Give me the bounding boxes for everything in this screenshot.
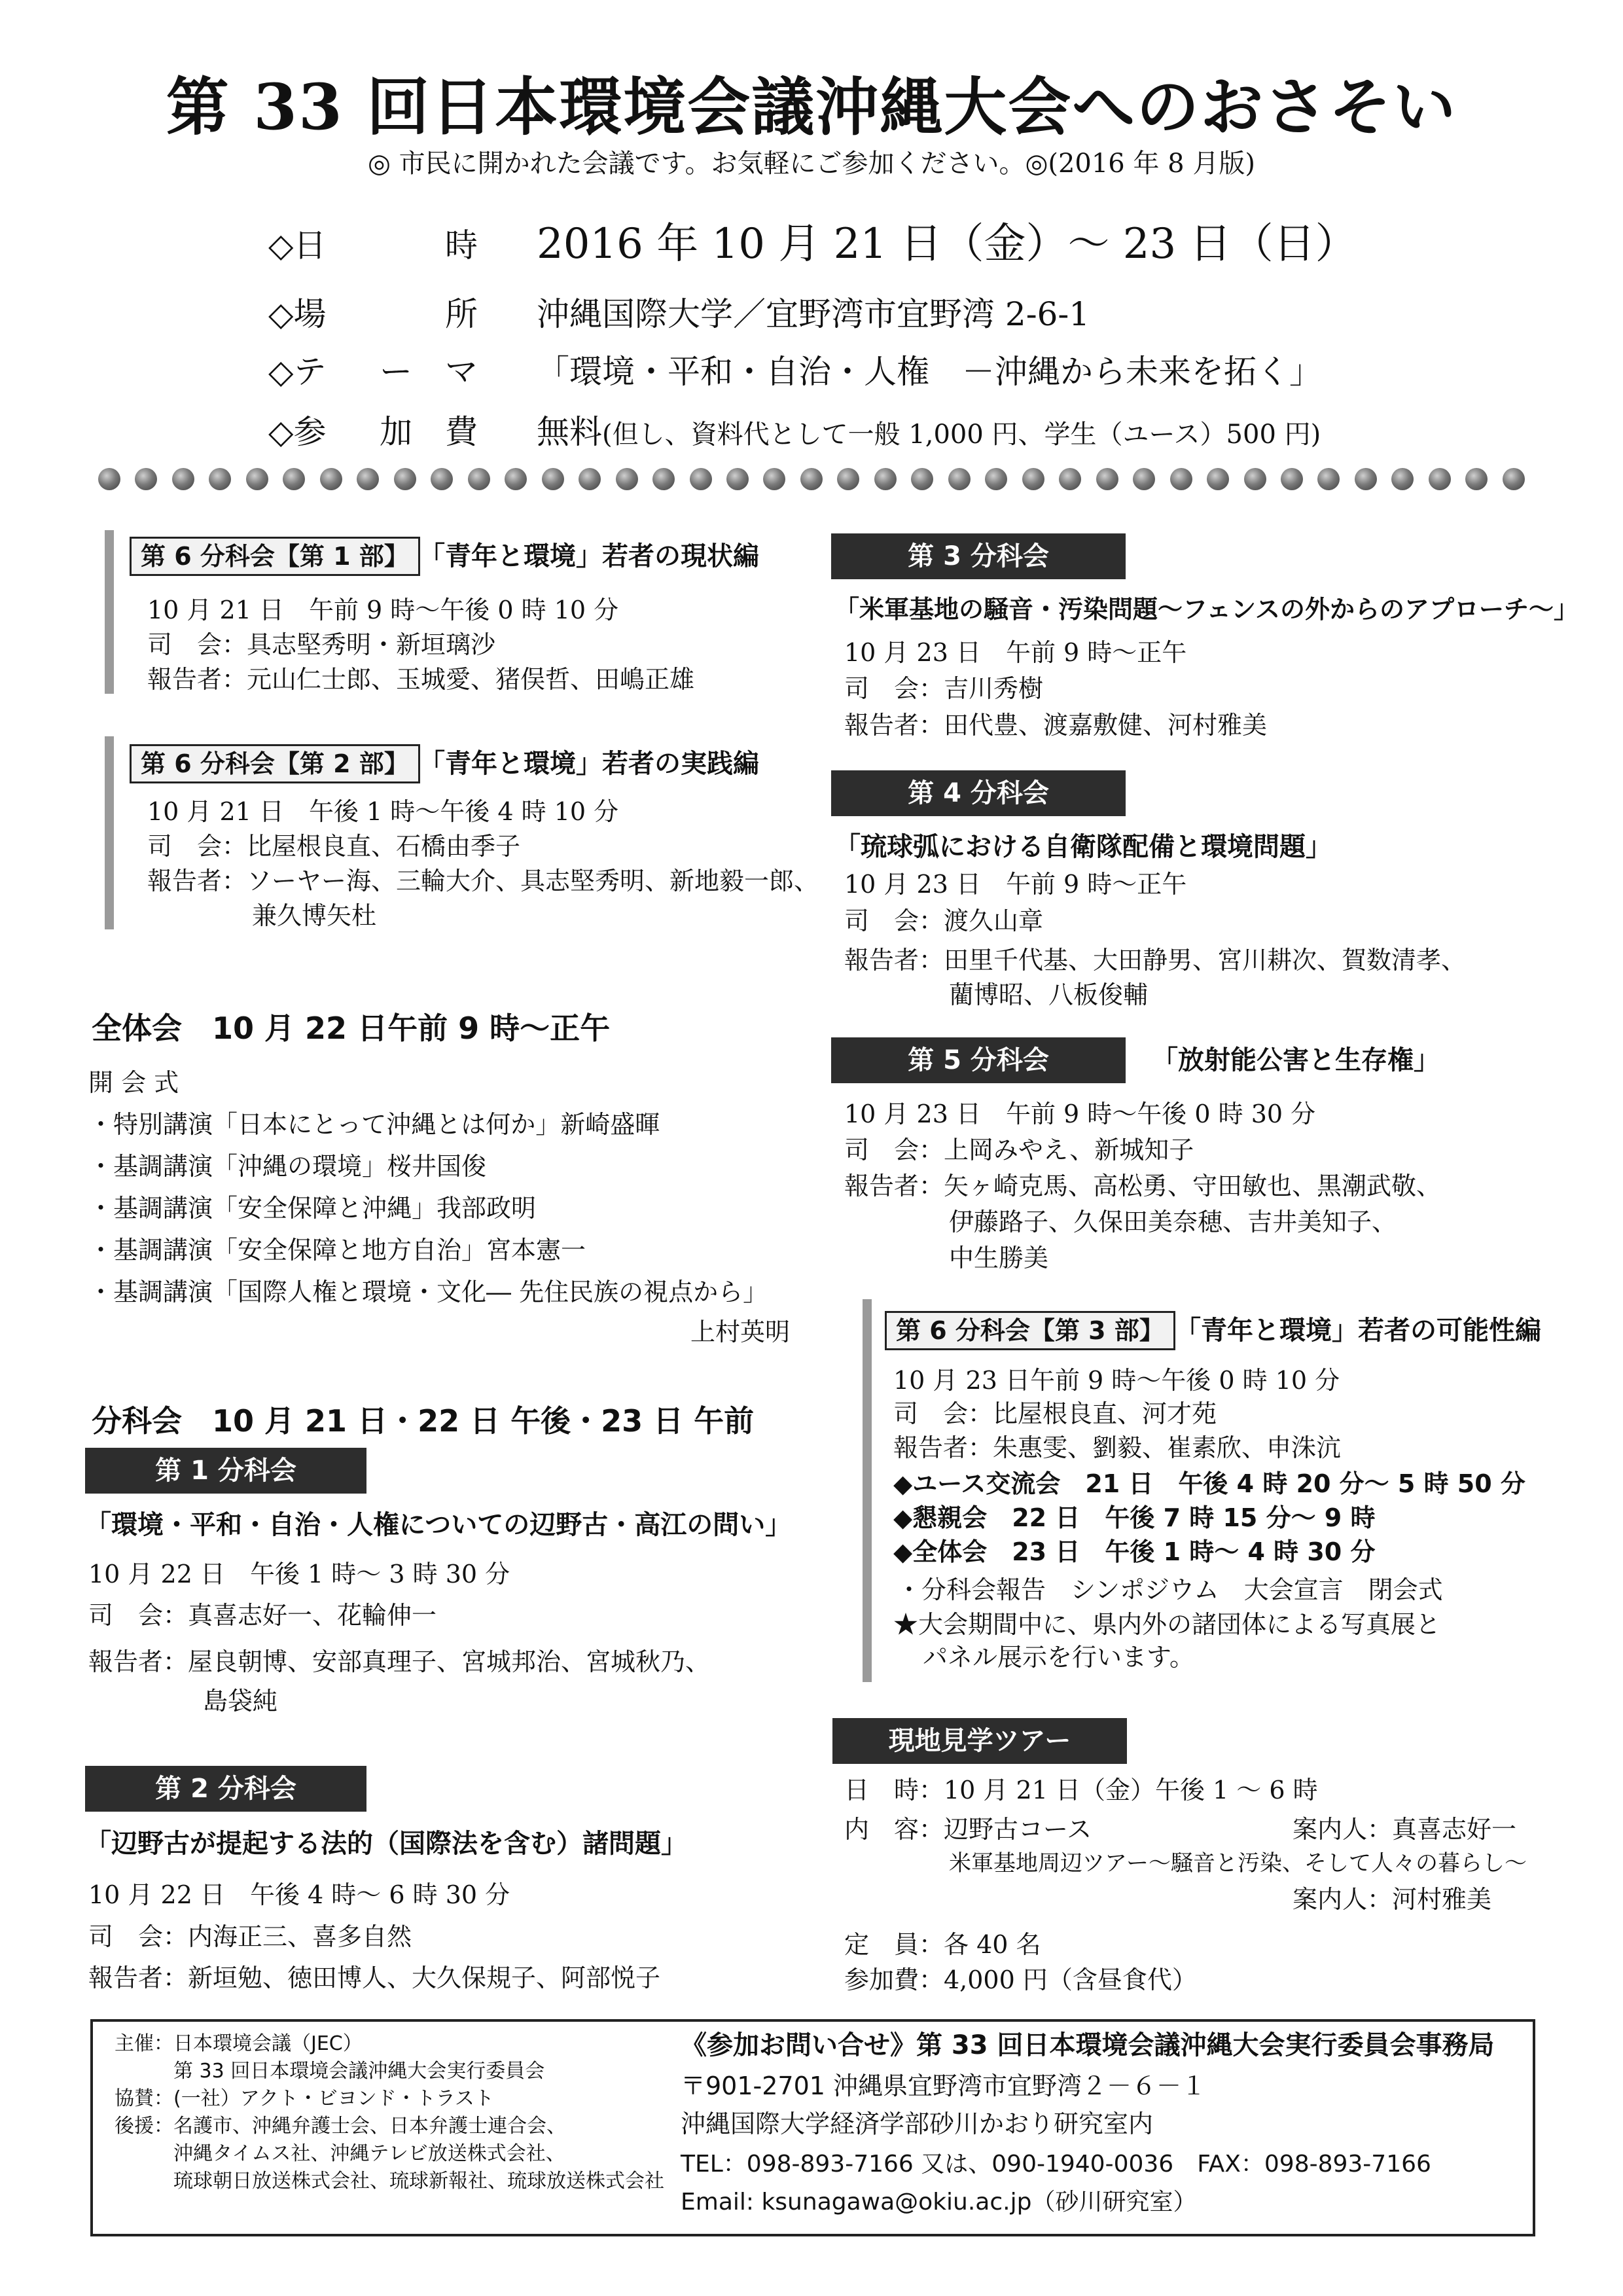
tour-fee: 参加費：4,000 円（含昼食代） [844,1965,1197,1994]
divider-dot [1391,468,1414,490]
divider-dot [394,468,416,490]
info-fee [268,406,1446,466]
info-fee-note: (但し、資料代として一般 1,000 円、学生（ユース）500 円) [602,420,1321,450]
session-6-part-2-time: 10 月 21 日 午後 1 時～午後 4 時 10 分 [147,797,619,826]
section-marker [105,736,114,929]
dot-divider [98,468,1525,492]
session-5-chair: 司 会：上岡みやえ、新城知子 [844,1136,1194,1164]
session-6-part-2-reporters: 報告者：ソーヤー海、三輪大介、具志堅秀明、新地毅一郎、 [147,867,819,895]
session-6-part-2-reporters-cont: 兼久博矢杜 [252,901,377,930]
divider-dot [209,468,231,490]
plenary-program-item: ・基調講演「沖縄の環境」桜井国俊 [88,1152,487,1181]
divider-dot [800,468,823,490]
tour-capacity: 定 員：各 40 名 [844,1930,1041,1959]
session-1-reporters-cont: 島袋純 [203,1687,278,1715]
session-6-part-1-chair: 司 会：具志堅秀明・新垣璃沙 [147,630,496,659]
info-fee-label-b: 加 [380,413,412,451]
exhibition-note: ★大会期間中に、県内外の諸団体による写真展と [893,1610,1441,1639]
session-4-time: 10 月 23 日 午前 9 時～正午 [844,870,1187,899]
divider-dot [135,468,157,490]
divider-dot [1465,468,1488,490]
session-2-chair: 司 会：内海正三、喜多自然 [88,1922,412,1951]
info-fee-label-a: ◇参 [268,413,327,451]
divider-dot [246,468,268,490]
session-3-theme: 「米軍基地の騒音・汚染問題～フェンスの外からのアプローチ～」 [834,595,1578,624]
session-2-time: 10 月 22 日 午後 4 時～ 6 時 30 分 [88,1880,510,1909]
info-theme-label-c: マ [445,353,478,391]
divider-dot [1503,468,1525,490]
divider-dot [542,468,564,490]
info-place-label-a: ◇場 [268,295,327,333]
session-3-label: 第 3 分科会 [831,533,1126,579]
session-4-reporters-cont: 藺博昭、八板俊輔 [949,980,1149,1009]
info-fee-label-c: 費 [445,413,478,451]
divider-dot [1281,468,1303,490]
divider-dot [837,468,859,490]
divider-dot [690,468,712,490]
info-place-value: 沖縄国際大学／宜野湾市宜野湾 2-6-1 [537,295,1090,333]
info-date [268,219,1446,279]
session-6-part-3-theme: 「青年と環境」若者の可能性編 [1175,1316,1541,1346]
footer-support-cont-2: 琉球朝日放送株式会社、琉球新報社、琉球放送株式会社 [173,2170,664,2193]
info-date-label-a: ◇日 [268,226,327,264]
tour-course: 内 容：辺野古コース [844,1815,1092,1844]
session-3-chair: 司 会：吉川秀樹 [844,674,1044,703]
info-date-label-b: 時 [445,226,478,264]
section-marker [105,530,114,694]
divider-dot [98,468,120,490]
plenary-last-speaker: 上村英明 [690,1318,791,1346]
session-6-part-3-time: 10 月 23 日午前 9 時～午後 0 時 10 分 [893,1366,1340,1395]
divider-dot [431,468,453,490]
session-6-part-3-label: 第 6 分科会【第 3 部】 [885,1311,1175,1350]
session-5-reporters-cont-2: 中生勝美 [949,1244,1049,1272]
divider-dot [1022,468,1044,490]
divider-dot [726,468,749,490]
exhibition-note-cont: パネル展示を行います。 [923,1643,1194,1672]
session-5-reporters-cont: 伊藤路子、久保田美奈穂、吉井美知子、 [949,1208,1397,1236]
divider-dot [1207,468,1229,490]
divider-dot [616,468,638,490]
footer-cosponsor: 協賛：(一社）アクト・ビヨンド・トラスト [115,2087,494,2110]
session-6-part-2-label: 第 6 分科会【第 2 部】 [130,744,420,783]
session-4-reporters: 報告者：田里千代基、大田静男、宮川耕次、賀数清孝、 [844,946,1467,975]
divider-dot [320,468,342,490]
tour-course-2: 米軍基地周辺ツアー～騒音と汚染、そして人々の暮らし～ [949,1850,1527,1876]
session-1-reporters: 報告者：屋良朝博、安部真理子、宮城邦治、宮城秋乃、 [88,1647,711,1676]
contact-email[interactable]: Email: ksunagawa@okiu.ac.jp（砂川研究室） [681,2189,1197,2215]
info-fee-value: 無料 [537,413,602,451]
plenary-heading: 全体会 10 月 22 日午前 9 時～正午 [92,1011,611,1046]
session-6-part-2-theme: 「青年と環境」若者の実践編 [419,749,759,779]
divider-dot [1059,468,1081,490]
event-item: ◆懇親会 22 日 午後 7 時 15 分～ 9 時 [893,1503,1376,1532]
divider-dot [1096,468,1118,490]
contact-office: 沖縄国際大学経済学部砂川かおり研究室内 [681,2109,1154,2138]
divider-dot [1355,468,1377,490]
divider-dot [985,468,1007,490]
session-2-theme: 「辺野古が提起する法的（国際法を含む）諸問題」 [85,1829,687,1859]
session-5-theme: 「放射能公害と生存権」 [1152,1045,1440,1075]
divider-dot [652,468,675,490]
event-item: ◆全体会 23 日 午後 1 時～ 4 時 30 分 [893,1537,1376,1566]
info-date-value: 2016 年 10 月 21 日（金）～ 23 日（日） [537,220,1357,268]
divider-dot [357,468,379,490]
divider-dot [283,468,305,490]
session-5-reporters: 報告者：矢ヶ崎克馬、高松勇、守田敏也、黒潮武敬、 [844,1172,1442,1200]
divider-dot [505,468,527,490]
footer-support: 後援：名護市、沖縄弁護士会、日本弁護士連合会、 [115,2115,566,2138]
plenary-program-item: ・基調講演「安全保障と地方自治」宮本憲一 [88,1236,586,1265]
tour-guide-1: 案内人：真喜志好一 [1293,1815,1517,1844]
session-2-label: 第 2 分科会 [85,1766,366,1812]
info-place [268,288,1446,348]
plenary-program-item: 開 会 式 [88,1068,179,1097]
session-6-part-3-chair: 司 会：比屋根良直、河才苑 [893,1399,1217,1428]
breakout-sessions-heading: 分科会 10 月 21 日・22 日 午後・23 日 午前 [92,1403,755,1439]
session-1-time: 10 月 22 日 午後 1 時～ 3 時 30 分 [88,1560,510,1588]
session-6-part-3-reporters: 報告者：朱惠雯、劉毅、崔素欣、申洙沆 [893,1433,1342,1462]
footer-support-cont: 沖縄タイムス社、沖縄テレビ放送株式会社、 [173,2142,565,2165]
session-1-label: 第 1 分科会 [85,1448,366,1494]
divider-dot [874,468,897,490]
plenary-program-item: ・基調講演「安全保障と沖縄」我部政明 [88,1194,537,1223]
contact-title: 《参加お問い合せ》第 33 回日本環境会議沖縄大会実行委員会事務局 [681,2030,1495,2060]
page-subtitle: ◎ 市民に開かれた会議です。お気軽にご参加ください。◎(2016 年 8 月版) [368,149,1255,179]
session-5-label: 第 5 分科会 [831,1037,1126,1083]
divider-dot [172,468,194,490]
info-place-label-b: 所 [445,295,478,333]
divider-dot [1429,468,1451,490]
session-6-part-1-reporters: 報告者：元山仁士郎、玉城愛、猪俣哲、田嶋正雄 [147,665,695,694]
info-theme-label-b: ー [380,353,412,391]
section-marker [863,1299,872,1682]
session-4-theme: 「琉球弧における自衛隊配備と環境問題」 [834,832,1332,862]
event-item: ◆ユース交流会 21 日 午後 4 時 20 分～ 5 時 50 分 [893,1469,1525,1498]
session-6-part-1-label: 第 6 分科会【第 1 部】 [130,537,420,576]
divider-dot [579,468,601,490]
contact-address: 〒901-2701 沖縄県宜野湾市宜野湾２－６－１ [681,2072,1207,2100]
tour-date: 日 時：10 月 21 日（金）午後 1 ～ 6 時 [844,1776,1318,1804]
session-3-reporters: 報告者：田代豊、渡嘉敷健、河村雅美 [844,711,1268,740]
session-4-label: 第 4 分科会 [831,770,1126,816]
divider-dot [911,468,933,490]
session-3-time: 10 月 23 日 午前 9 時～正午 [844,638,1187,667]
footer-host: 主催：日本環境会議（JEC） [115,2032,363,2055]
plenary-program-item: ・基調講演「国際人権と環境・文化― 先住民族の視点から」 [88,1278,768,1306]
footer-host-cont: 第 33 回日本環境会議沖縄大会実行委員会 [173,2060,545,2083]
closing-program: ・分科会報告 シンポジウム 大会宣言 閉会式 [897,1575,1443,1604]
session-5-time: 10 月 23 日 午前 9 時～午後 0 時 30 分 [844,1100,1316,1128]
info-theme-label-a: ◇テ [268,353,327,391]
info-theme-value: 「環境・平和・自治・人権 －沖縄から未来を拓く」 [537,353,1322,391]
session-6-part-2-chair: 司 会：比屋根良直、石橋由季子 [147,832,521,861]
divider-dot [468,468,490,490]
divider-dot [1317,468,1340,490]
divider-dot [1244,468,1266,490]
divider-dot [1170,468,1192,490]
plenary-program-item: ・特別講演「日本にとって沖縄とは何か」新崎盛暉 [88,1110,660,1139]
page-title: 第 33 回日本環境会議沖縄大会へのおさそい [166,70,1457,144]
session-1-chair: 司 会：真喜志好一、花輪伸一 [88,1601,437,1630]
divider-dot [763,468,785,490]
contact-phone-fax: TEL：098-893-7166 又は、090-1940-0036 FAX：098-893-7166 [681,2151,1431,2178]
session-6-part-1-theme: 「青年と環境」若者の現状編 [419,541,759,571]
session-1-theme: 「環境・平和・自治・人権についての辺野古・高江の問い」 [85,1510,792,1540]
tour-guide-2: 案内人：河村雅美 [1293,1885,1492,1914]
tour-label: 現地見学ツアー [832,1718,1127,1764]
divider-dot [1133,468,1155,490]
divider-dot [948,468,971,490]
session-2-reporters: 報告者：新垣勉、徳田博人、大久保規子、阿部悦子 [88,1964,661,1992]
session-4-chair: 司 会：渡久山章 [844,906,1044,935]
session-6-part-1-time: 10 月 21 日 午前 9 時～午後 0 時 10 分 [147,596,619,624]
info-theme [268,346,1446,406]
